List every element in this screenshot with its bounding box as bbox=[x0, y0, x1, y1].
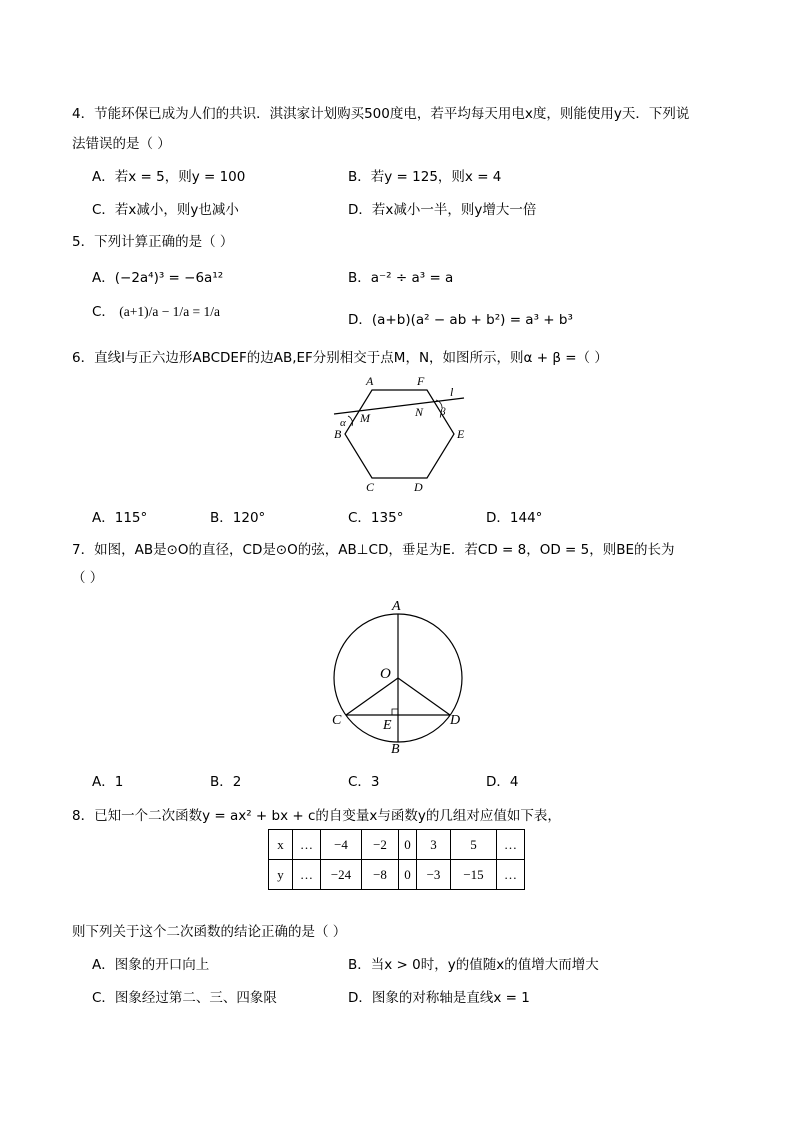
q8-prompt: 则下列关于这个二次函数的结论正确的是（ ） bbox=[72, 924, 347, 940]
q5-option-c-label: C． bbox=[92, 304, 115, 320]
q7-stem-line1: 7．如图，AB是⊙O的直径，CD是⊙O的弦，AB⊥CD，垂足为E．若CD = 8，OD = 5，则BE的长为 bbox=[72, 542, 675, 558]
hexagon-figure bbox=[326, 370, 476, 494]
table-cell: y bbox=[269, 860, 293, 890]
table-cell: x bbox=[269, 830, 293, 860]
q4-option-c: C．若x减小，则y也减小 bbox=[92, 202, 239, 218]
q6-stem: 6．直线l与正六边形ABCDEF的边AB,EF分别相交于点M，N，如图所示，则α + β =（ ） bbox=[72, 350, 608, 366]
table-cell: 0 bbox=[399, 830, 417, 860]
q4-option-a: A．若x = 5，则y = 100 bbox=[92, 169, 246, 185]
q6-option-d: D．144° bbox=[486, 510, 543, 526]
table-cell: 0 bbox=[399, 860, 417, 890]
table-cell: 5 bbox=[451, 830, 497, 860]
q5-option-c bbox=[92, 300, 220, 320]
right-angle-mark bbox=[392, 709, 398, 715]
table-cell: … bbox=[497, 830, 525, 860]
q4-stem-line1: 4．节能环保已成为人们的共识．淇淇家计划购买500度电，若平均每天用电x度，则能使用y天．下列说 bbox=[72, 106, 690, 122]
q5-option-d: D．(a+b)(a² − ab + b²) = a³ + b³ bbox=[348, 312, 573, 328]
hexagon-shape bbox=[345, 390, 454, 478]
q7-option-c: C．3 bbox=[348, 774, 380, 790]
label-l: l bbox=[450, 385, 454, 399]
q7-option-b: B．2 bbox=[210, 774, 242, 790]
label-d: D bbox=[414, 480, 423, 494]
label-n: N bbox=[415, 405, 424, 419]
q7-option-d: D．4 bbox=[486, 774, 519, 790]
segment-od bbox=[398, 678, 450, 715]
q8-option-c: C．图象经过第二、三、四象限 bbox=[92, 990, 277, 1006]
q5-stem: 5．下列计算正确的是（ ） bbox=[72, 234, 234, 250]
value-table bbox=[268, 829, 525, 890]
label-b: B bbox=[334, 427, 342, 441]
q4-stem-line2: 法错误的是（ ） bbox=[72, 136, 171, 152]
q5-option-c-expr: (a+1)/a − 1/a = 1/a bbox=[119, 304, 221, 319]
label-e: E bbox=[457, 427, 465, 441]
table-cell: 3 bbox=[417, 830, 451, 860]
q6-option-b: B．120° bbox=[210, 510, 266, 526]
q7-option-a: A．1 bbox=[92, 774, 124, 790]
table-cell: −4 bbox=[321, 830, 362, 860]
q5-option-b: B．a⁻² ÷ a³ = a bbox=[348, 270, 454, 286]
table-cell: −3 bbox=[417, 860, 451, 890]
table-cell: −15 bbox=[451, 860, 497, 890]
label-beta: β bbox=[440, 406, 446, 418]
label-b: B bbox=[391, 742, 400, 756]
q8-option-d: D．图象的对称轴是直线x = 1 bbox=[348, 990, 530, 1006]
table-cell: −8 bbox=[362, 860, 399, 890]
label-e: E bbox=[383, 718, 392, 733]
label-o: O bbox=[380, 666, 391, 682]
label-c: C bbox=[332, 713, 342, 728]
q8-stem: 8．已知一个二次函数y = ax² + bx + c的自变量x与函数y的几组对应值如下表， bbox=[72, 808, 561, 824]
q8-option-a: A．图象的开口向上 bbox=[92, 957, 210, 973]
label-c: C bbox=[366, 480, 375, 494]
label-a: A bbox=[366, 374, 374, 388]
q4-option-d: D．若x减小一半，则y增大一倍 bbox=[348, 202, 537, 218]
q4-option-b: B．若y = 125，则x = 4 bbox=[348, 169, 502, 185]
table-cell: −2 bbox=[362, 830, 399, 860]
table-cell: … bbox=[293, 830, 321, 860]
circle-figure bbox=[326, 596, 476, 756]
table-cell: −24 bbox=[321, 860, 362, 890]
label-f: F bbox=[417, 374, 425, 388]
table-cell: … bbox=[293, 860, 321, 890]
label-alpha: α bbox=[340, 417, 346, 429]
q6-option-c: C．135° bbox=[348, 510, 404, 526]
q5-option-a: A．(−2a⁴)³ = −6a¹² bbox=[92, 270, 224, 286]
table-row-y bbox=[269, 860, 525, 890]
q7-stem-line2: （ ） bbox=[72, 570, 104, 586]
q8-option-b: B．当x > 0时，y的值随x的值增大而增大 bbox=[348, 957, 599, 973]
label-d: D bbox=[450, 713, 461, 728]
segment-oc bbox=[346, 678, 398, 715]
q6-option-a: A．115° bbox=[92, 510, 148, 526]
table-cell: … bbox=[497, 860, 525, 890]
label-m: M bbox=[360, 411, 370, 425]
table-row-x bbox=[269, 830, 525, 860]
label-a: A bbox=[392, 599, 401, 614]
